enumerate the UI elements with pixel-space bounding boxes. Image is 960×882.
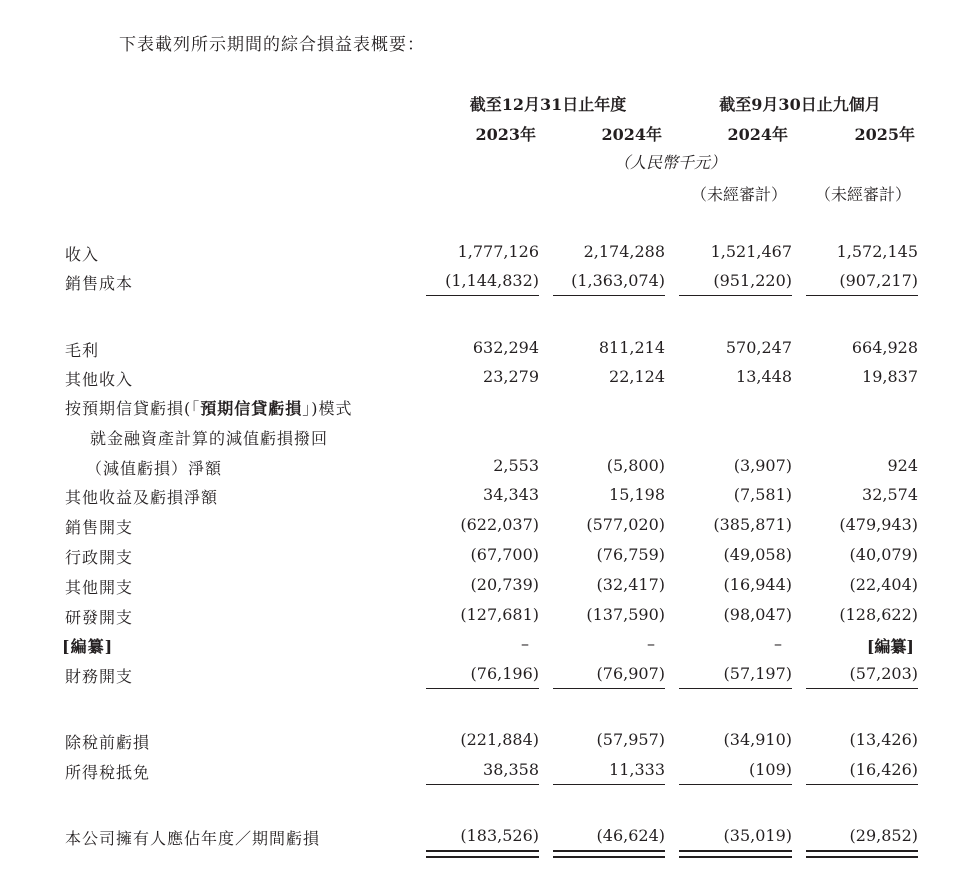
header-group-year: 截至12月31日止年度 xyxy=(469,95,627,114)
cell-value: (183,526) xyxy=(460,826,539,845)
table-row xyxy=(0,485,960,513)
table-row xyxy=(0,242,960,270)
cell-value: (7,581) xyxy=(733,485,792,504)
header-year-2: 2024年 xyxy=(601,125,662,144)
total-double-rule xyxy=(806,850,918,858)
table-row xyxy=(0,575,960,603)
cell-value: (479,943) xyxy=(839,515,918,534)
cell-value: – xyxy=(521,634,529,653)
row-label: 所得稅抵免 xyxy=(65,763,151,782)
cell-value: 15,198 xyxy=(609,485,665,504)
cell-value: (622,037) xyxy=(460,515,539,534)
row-label: 銷售開支 xyxy=(65,518,134,537)
total-double-rule xyxy=(426,850,539,858)
subtotal-rule xyxy=(806,295,918,296)
cell-value: (67,700) xyxy=(470,545,539,564)
cell-value: 1,777,126 xyxy=(457,242,539,261)
total-double-rule xyxy=(679,850,792,858)
cell-value: (221,884) xyxy=(460,730,539,749)
cell-value: (951,220) xyxy=(713,271,792,290)
table-row xyxy=(0,634,960,662)
cell-value: 11,333 xyxy=(609,760,665,779)
total-double-rule xyxy=(553,850,665,858)
table-row xyxy=(0,426,960,454)
unaudited-label-1: （未經審計） xyxy=(690,185,787,204)
table-row xyxy=(0,730,960,758)
subtotal-rule xyxy=(426,784,539,785)
row-label: 其他收益及虧損淨額 xyxy=(65,488,219,507)
unit-label: （人民幣千元） xyxy=(613,153,726,172)
row-label: 財務開支 xyxy=(65,667,134,686)
header-year-4: 2025年 xyxy=(854,125,915,144)
row-label: 銷售成本 xyxy=(65,274,134,293)
cell-value: (49,058) xyxy=(723,545,792,564)
table-row xyxy=(0,456,960,484)
cell-value: (3,907) xyxy=(733,456,792,475)
subtotal-rule xyxy=(553,784,665,785)
cell-value: (22,404) xyxy=(849,575,918,594)
cell-value: 13,448 xyxy=(736,367,792,386)
cell-value: (57,203) xyxy=(849,664,918,683)
cell-value: (137,590) xyxy=(586,605,665,624)
cell-value: (13,426) xyxy=(849,730,918,749)
cell-value: 19,837 xyxy=(862,367,918,386)
cell-value: (16,944) xyxy=(723,575,792,594)
row-label: 其他開支 xyxy=(65,578,134,597)
cell-value: 1,521,467 xyxy=(710,242,792,261)
row-label: 毛利 xyxy=(65,341,100,360)
row-label-line-1: 按預期信貸虧損(「預期信貸虧損」)模式 xyxy=(65,399,353,418)
cell-value: 924 xyxy=(887,456,918,475)
cell-value: 570,247 xyxy=(725,338,792,357)
cell-value: [編纂] xyxy=(866,637,914,656)
cell-value: (385,871) xyxy=(713,515,792,534)
row-label-line-3: （減值虧損）淨額 xyxy=(86,459,223,478)
cell-value: (127,681) xyxy=(460,605,539,624)
cell-value: (577,020) xyxy=(586,515,665,534)
table-row xyxy=(0,605,960,633)
cell-value: 2,553 xyxy=(493,456,539,475)
cell-value: (46,624) xyxy=(596,826,665,845)
cell-value: 32,574 xyxy=(862,485,918,504)
subtotal-rule xyxy=(679,688,792,689)
subtotal-rule xyxy=(426,688,539,689)
cell-value: 1,572,145 xyxy=(836,242,918,261)
subtotal-rule xyxy=(426,295,539,296)
cell-value: 2,174,288 xyxy=(583,242,665,261)
table-row xyxy=(0,396,960,424)
table-row xyxy=(0,338,960,366)
header-year-1: 2023年 xyxy=(475,125,536,144)
cell-value: (76,759) xyxy=(596,545,665,564)
cell-value: (34,910) xyxy=(723,730,792,749)
subtotal-rule xyxy=(553,295,665,296)
subtotal-rule xyxy=(806,784,918,785)
cell-value: (20,739) xyxy=(470,575,539,594)
cell-value: 22,124 xyxy=(609,367,665,386)
cell-value: (5,800) xyxy=(606,456,665,475)
cell-value: – xyxy=(647,634,655,653)
cell-value: 38,358 xyxy=(483,760,539,779)
cell-value: (109) xyxy=(748,760,792,779)
subtotal-rule xyxy=(553,688,665,689)
table-row xyxy=(0,515,960,543)
cell-value: 34,343 xyxy=(483,485,539,504)
cell-value: (1,363,074) xyxy=(571,271,665,290)
header-year-3: 2024年 xyxy=(727,125,788,144)
intro-text: 下表載列所示期間的綜合損益表概要： xyxy=(119,35,425,55)
table-row xyxy=(0,367,960,395)
cell-value: 632,294 xyxy=(472,338,539,357)
cell-value: 811,214 xyxy=(598,338,665,357)
table-row xyxy=(0,545,960,573)
cell-value: (35,019) xyxy=(723,826,792,845)
cell-value: (40,079) xyxy=(849,545,918,564)
row-label: 本公司擁有人應佔年度／期間虧損 xyxy=(65,829,321,848)
cell-value: 23,279 xyxy=(483,367,539,386)
cell-value: (76,196) xyxy=(470,664,539,683)
cell-value: (1,144,832) xyxy=(445,271,539,290)
cell-value: (16,426) xyxy=(849,760,918,779)
cell-value: 664,928 xyxy=(851,338,918,357)
cell-value: (76,907) xyxy=(596,664,665,683)
cell-value: (57,197) xyxy=(723,664,792,683)
cell-value: (98,047) xyxy=(723,605,792,624)
cell-value: (128,622) xyxy=(839,605,918,624)
row-label-line-2: 就金融資產計算的減值虧損撥回 xyxy=(90,429,329,448)
header-group-nine-months: 截至9月30日止九個月 xyxy=(719,95,881,114)
cell-value: (57,957) xyxy=(596,730,665,749)
subtotal-rule xyxy=(806,688,918,689)
cell-value: (32,417) xyxy=(596,575,665,594)
subtotal-rule xyxy=(679,784,792,785)
row-label: [編纂] xyxy=(62,637,114,656)
row-label: 除稅前虧損 xyxy=(65,733,151,752)
row-label: 其他收入 xyxy=(65,370,134,389)
unaudited-label-2: （未經審計） xyxy=(814,185,911,204)
row-label: 收入 xyxy=(65,245,100,264)
row-label: 研發開支 xyxy=(65,608,134,627)
subtotal-rule xyxy=(679,295,792,296)
cell-value: (907,217) xyxy=(839,271,918,290)
cell-value: (29,852) xyxy=(849,826,918,845)
row-label: 行政開支 xyxy=(65,548,134,567)
cell-value: – xyxy=(774,634,782,653)
